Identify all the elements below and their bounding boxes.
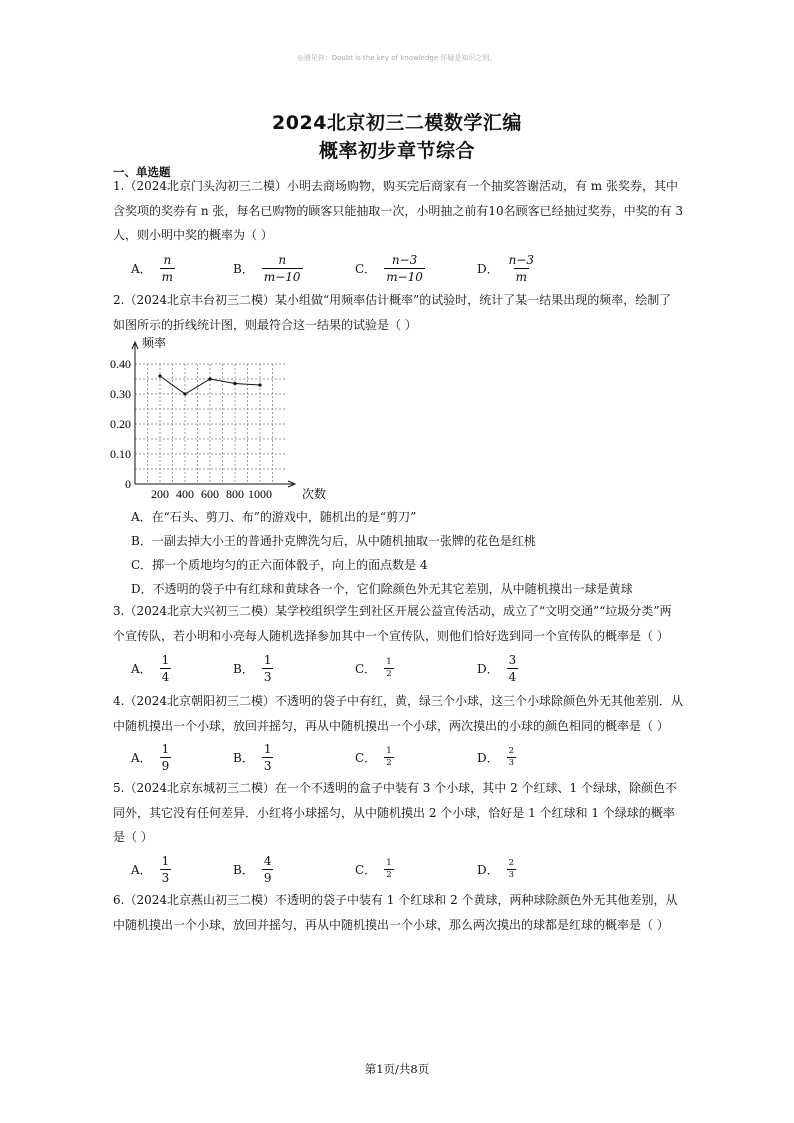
q1-option-c[interactable] [355,248,425,288]
option-label: C． [355,661,377,676]
x-tick-label: 800 [226,487,244,501]
denominator: 3 [161,870,170,885]
q5-option-c[interactable] [355,849,394,889]
option-label: C． [355,862,377,877]
question-6 [113,888,688,937]
q2-choice-c[interactable]: C．掷一个质地均匀的正六面体骰子，向上的面点数是 4 [131,558,428,572]
q4-option-b[interactable] [233,737,273,777]
question-5 [113,776,688,850]
q2-choice-d[interactable]: D．不透明的袋子中有红球和黄球各一个，它们除颜色外无其它差别，从中随机摸出一球是黄球 [131,582,633,596]
denominator: 3 [263,669,272,684]
section-heading: 一、单选题 [113,165,171,179]
data-point [183,392,186,395]
fraction [160,853,172,886]
q4-option-d[interactable] [477,737,516,777]
y-tick-label: 0.30 [110,387,131,401]
question-1-options [131,248,651,288]
fraction [160,252,175,285]
numerator: n−3 [391,252,418,267]
question-2 [113,288,688,337]
option-label: B． [233,862,254,877]
document-title: 2024北京初三二模数学汇编 [272,112,522,134]
option-label: C． [355,261,377,276]
numerator: 1 [386,857,392,868]
denominator: 4 [161,669,170,684]
data-point [208,377,211,380]
denominator: 3 [508,757,515,768]
fraction [262,741,274,774]
denominator: 2 [386,668,392,679]
numerator: 4 [263,853,272,868]
numerator: 2 [508,745,515,756]
numerator: 1 [161,652,170,667]
fraction [262,853,274,886]
question-2-line1: 2.（2024北京丰台初三二模）某小组做“用频率估计概率”的试验时，统计了某一结果出现的频率，绘制了 [113,293,672,307]
denominator: 3 [263,758,272,773]
fraction [262,252,303,285]
option-label: A． [131,661,152,676]
x-tick-label: 600 [201,487,219,501]
option-label: D． [477,261,499,276]
q1-option-d[interactable] [477,248,536,288]
numerator: 1 [161,741,170,756]
x-tick-label: 1000 [248,487,272,501]
denominator: m−10 [263,269,301,284]
q1-option-a[interactable] [131,248,175,288]
option-label: D． [477,661,499,676]
chart-grid [135,364,285,484]
option-label: B． [233,661,254,676]
numerator: 1 [161,853,170,868]
denominator: 9 [263,870,272,885]
question-1-line3: 人，则小明中奖的概率为（ ） [113,228,273,242]
question-3 [113,599,688,648]
question-4 [113,689,688,738]
numerator: n−3 [508,252,535,267]
fraction [384,657,393,680]
fraction [507,858,516,881]
data-point [258,383,261,386]
question-5-line2: 同外，其它没有任何差异．小红将小球摇匀，从中随机摸出 2 个小球，恰好是 1 个红球和 1 个绿球的概率 [113,805,675,820]
fraction [507,652,519,685]
fraction [507,252,536,285]
q1-option-b[interactable] [233,248,303,288]
data-point [233,382,236,385]
y-tick-label: 0.40 [110,357,131,371]
x-tick-label: 400 [176,487,194,501]
y-tick-label: 0.10 [110,447,131,461]
q5-option-d[interactable] [477,849,516,889]
option-label: A． [131,862,152,877]
denominator: m [515,269,528,284]
y-tick-label: 0 [125,477,131,491]
option-label: A． [131,261,152,276]
document-subtitle: 概率初步章节综合 [318,140,475,162]
question-3-line2: 个宣传队，若小明和小亮每人随机选择参加其中一个宣传队，则他们恰好选到同一个宣传队的概率是（ ） [113,628,669,643]
fraction [384,746,393,769]
q3-option-d[interactable] [477,648,518,688]
numerator: n [278,252,287,267]
q5-option-b[interactable] [233,849,273,889]
question-4-line2: 中随机摸出一个小球，放回并摇匀，再从中随机摸出一个小球，两次摸出的小球的颜色相同的概率是（ ） [113,718,669,733]
q3-option-c[interactable] [355,648,394,688]
numerator: 1 [263,652,272,667]
option-label: B． [233,750,254,765]
q2-choice-b[interactable]: B．一副去掉大小王的普通扑克牌洗匀后，从中随机抽取一张牌的花色是红桃 [131,534,536,548]
q3-option-b[interactable] [233,648,273,688]
fraction [384,858,393,881]
fraction [160,741,172,774]
q4-option-c[interactable] [355,737,394,777]
x-axis-label: 次数 [302,487,327,501]
question-1-line1: 1.（2024北京门头沟初三二模）小明去商场购物，购买完后商家有一个抽奖答谢活动，有 m 张奖券，其中 [113,179,678,193]
fraction [160,652,172,685]
denominator: 2 [386,757,392,768]
q5-option-a[interactable] [131,849,171,889]
y-axis-label: 频率 [142,336,167,350]
question-3-options [131,648,651,688]
question-4-options [131,737,651,777]
question-2-line2: 如图所示的折线统计图，则最符合这一结果的试验是（ ） [113,317,417,332]
question-3-line1: 3.（2024北京大兴初三二模）某学校组织学生到社区开展公益宣传活动，成立了“文明交通”“垃圾分类”两 [113,604,672,618]
denominator: 4 [508,669,517,684]
page-footer: 第1页/共8页 [364,1062,430,1076]
question-5-options [131,849,651,889]
denominator: 9 [161,758,170,773]
denominator: 2 [386,869,392,880]
q4-option-a[interactable] [131,737,171,777]
question-6-line1: 6.（2024北京燕山初三二模）不透明的袋子中装有 1 个红球和 2 个黄球，两种球除颜色外无其他差别，从 [113,893,678,907]
numerator: n [163,252,172,267]
numerator: 1 [386,656,392,667]
denominator: m [161,269,174,284]
numerator: 1 [386,745,392,756]
x-tick-labels [151,487,272,501]
numerator: 3 [508,652,517,667]
fraction [507,746,516,769]
question-5-line3: 是（ ） [113,830,153,844]
option-label: D． [477,862,499,877]
fraction [384,252,425,285]
y-tick-label: 0.20 [110,417,131,431]
denominator: 3 [508,869,515,880]
y-tick-labels [110,357,131,491]
frequency-line-chart [108,336,338,506]
q2-choice-a[interactable]: A．在“石头、剪刀、布”的游戏中，随机出的是“剪刀” [131,510,417,524]
question-4-line1: 4.（2024北京朝阳初三二模）不透明的袋子中有红，黄，绿三个小球，这三个小球除颜色外无其他差别．从 [113,694,683,708]
numerator: 2 [508,857,515,868]
option-label: B． [233,261,254,276]
question-1 [113,174,688,248]
question-6-line2: 中随机摸出一个小球，放回并摇匀，再从中随机摸出一个小球，那么两次摸出的球都是红球的概率是（ ） [113,917,669,932]
denominator: m−10 [386,269,423,284]
option-label: D． [477,750,499,765]
option-label: C． [355,750,377,765]
numerator: 1 [263,741,272,756]
question-1-line2: 含奖项的奖券有 n 张，每名已购物的顾客只能抽取一次，小明抽之前有10名顾客已经抽过奖券，中奖的有 3 [113,203,684,218]
question-5-line1: 5.（2024北京东城初三二模）在一个不透明的盒子中装有 3 个小球，其中 2 个红球、1 个绿球，除颜色不 [113,781,677,795]
x-tick-label: 200 [151,487,169,501]
fraction [262,652,274,685]
watermark: ◎遇见你：Doubt is the key of knowledge 怀疑是知识之钥。 [297,54,497,62]
data-point [158,374,161,377]
option-label: A． [131,750,152,765]
q3-option-a[interactable] [131,648,171,688]
